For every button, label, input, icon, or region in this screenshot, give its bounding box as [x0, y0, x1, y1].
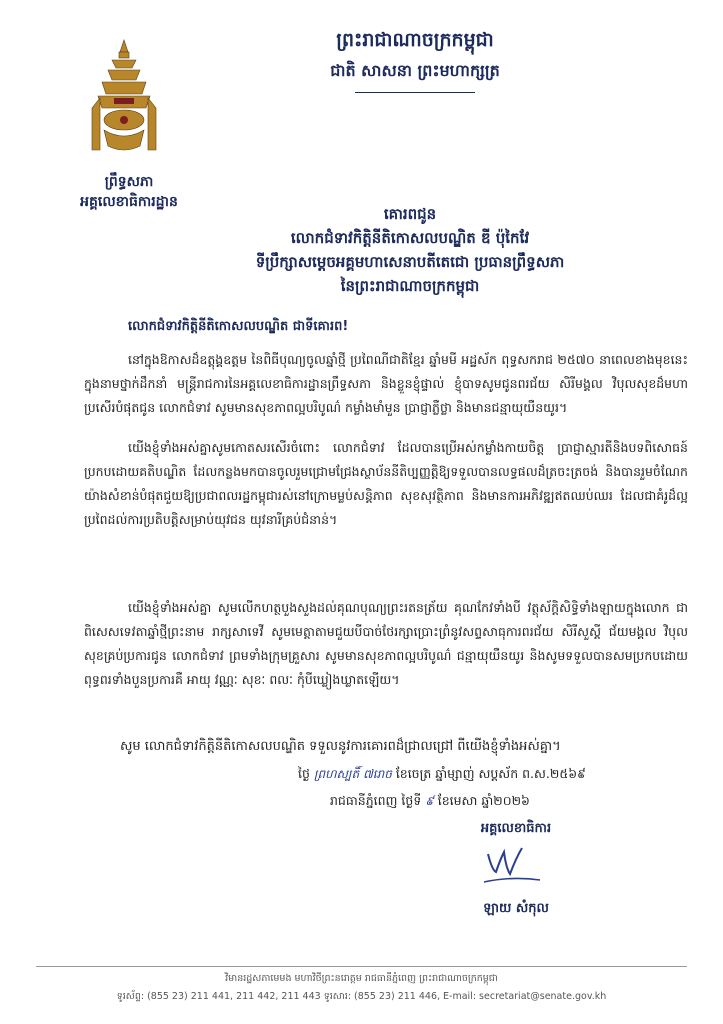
footer-divider — [36, 966, 687, 967]
institution-senate: ព្រឹទ្ធសភា — [104, 174, 154, 190]
addressee-name: លោកជំទាវកិត្តិនីតិកោសលបណ្ឌិត ឌី ប៉ុកៃវែ — [290, 229, 530, 247]
lunar-date — [298, 766, 698, 785]
body-paragraph-1: នៅក្នុងឱកាសដ៏ឧត្តុង្គឧត្តម នៃពិធីបុណ្យចូលឆ្នាំថ្មី ប្រពៃណីជាតិខ្មែរ ឆ្នាំមមី អដ្ឋស័ក ពុទ្ធសករាជ ២៥៧០ នាពេលខាងមុខនេះ ក្នុងនាមថ្នាក់ដឹកនាំ មន្ត្រីរាជការនៃអគ្គលេខាធិការដ្ឋានព្រឹទ្ធសភា និងខ្លួនខ្ញុំផ្ទាល់ ខ្ញុំបាទសូមជូនពរជ័យ សិរីមង្គល វិបុលសុខដ៏មហាប្រសើរបំផុតជូន លោកជំទាវ សូមមានសុខភាពល្អបរិបូណ៌ កម្លាំងមាំមួន ប្រាជ្ញាភ្លឺថ្លា និងមានជន្មាយុយឺនយូរ។ — [84, 352, 688, 415]
signer-title: អគ្គលេខាធិការ — [480, 821, 552, 836]
solar-date — [330, 793, 700, 812]
solar-date-rest: ខែមេសា ឆ្នាំ២០២៦ — [437, 793, 530, 808]
body-paragraph-2: យើងខ្ញុំទាំងអស់គ្នាសូមកោតសរសើរចំពោះ លោកជំទាវ ដែលបានប្រើអស់កម្លាំងកាយចិត្ត ប្រាជ្ញាស្មារតីនិងបទពិសោធន៍ប្រកបដោយគតិបណ្ឌិត ដែលកន្លងមកបានចូលរួមជ្រោមជ្រែងស្ថាប័ននីតិប្បញ្ញត្តិឱ្យទទួលបានលទ្ធផលដ៏ត្រចះត្រចង់ និងបានរួមចំណែកយ៉ាងសំខាន់បំផុតជួយឱ្យប្រជាពលរដ្ឋកម្ពុជារស់នៅក្រោមម្លប់សន្តិភាព សុខសុវត្ថិភាព និងមានការអភិវឌ្ឍឥតឈប់ឈរ ដែលជាគំរូដ៏ល្អប្រពៃដល់ការប្រតិបត្តិសម្រាប់យុវជន យុវនារីគ្រប់ជំនាន់។ — [84, 440, 688, 527]
handwritten-signature — [478, 840, 548, 888]
body-paragraph-3: យើងខ្ញុំទាំងអស់គ្នា សូមលើកហត្ថបួងសួងដល់គុណបុណ្យព្រះរតនត្រ័យ គុណកែវទាំងបី វត្ថុស័ក្តិសិទ្ធិទាំងឡាយក្នុងលោក ជាពិសេសទេវតាឆ្នាំថ្មីព្រះនាម រាក្សសាទេវី សូមមេត្តាតាមជួយបីបាច់ថែរក្សាប្រោះព្រំនូវសព្ទសាធុការពរជ័យ សិរីសួស្តី ជ័យមង្គល វិបុលសុខគ្រប់ប្រការជូន លោកជំទាវ ព្រមទាំងក្រុមគ្រួសារ សូមមានសុខភាពល្អបរិបូណ៌ ជន្មាយុយឺនយូរ និងសូមទទួលបានសមប្រកបដោយពុទ្ធពរទាំងបួនប្រការគឺ អាយុ វណ្ណៈ សុខៈ ពលៈ កុំបីឃ្លៀងឃ្លាតឡើយ។ — [84, 600, 688, 687]
addressee-position: ទីប្រឹក្សាសម្ដេចអគ្គមហាសេនាបតីតេជោ ប្រធានព្រឹទ្ធសភា — [255, 253, 565, 271]
addressee-country: នៃព្រះរាជាណាចក្រកម្ពុជា — [340, 277, 480, 295]
national-motto: ជាតិ សាសនា ព្រះមហាក្សត្រ — [330, 61, 500, 80]
footer-contact: ទូរស័ព្ទ: (855 23) 211 441, 211 442, 211 443 ទូរសារ: (855 23) 211 446, E-mail: secretariat@senate.gov.kh — [116, 991, 607, 1002]
solar-date-prefix: រាជធានីភ្នំពេញ ថ្ងៃទី — [330, 793, 422, 808]
royal-emblem — [88, 38, 160, 158]
closing-line: សូម លោកជំទាវកិត្តិនីតិកោសលបណ្ឌិត ទទួលនូវការគោរពដ៏ជ្រាលជ្រៅ ពីយើងខ្ញុំទាំងអស់គ្នា។ — [120, 739, 561, 754]
lunar-date-rest: ខែចេត្រ ឆ្នាំម្សាញ់ សប្តស័ក ព.ស.២៥៦៩ — [395, 766, 586, 781]
motto-divider — [355, 92, 475, 93]
lunar-date-handwritten: ព្រហស្បតិ៍ ៧រោច — [313, 767, 392, 781]
signer-name: ឡាយ សំកុល — [483, 901, 549, 916]
footer-address: វិមានរដ្ឋសភាមេមង មហាវិថីព្រះនរោត្តម រាជធានីភ្នំពេញ ព្រះរាជាណាចក្រកម្ពុជា — [225, 973, 498, 984]
lunar-date-prefix: ថ្ងៃ — [298, 766, 310, 781]
kingdom-heading: ព្រះរាជាណាចក្រកម្ពុជា — [336, 29, 494, 51]
salutation: លោកជំទាវកិត្តិនីតិកោសលបណ្ឌិត ជាទីគោរព! — [128, 319, 349, 334]
addressee-greeting: គោរពជូន — [383, 205, 437, 223]
solar-date-day: ៩ — [425, 794, 434, 808]
institution-secretariat: អគ្គលេខាធិការដ្ឋាន — [80, 194, 178, 210]
